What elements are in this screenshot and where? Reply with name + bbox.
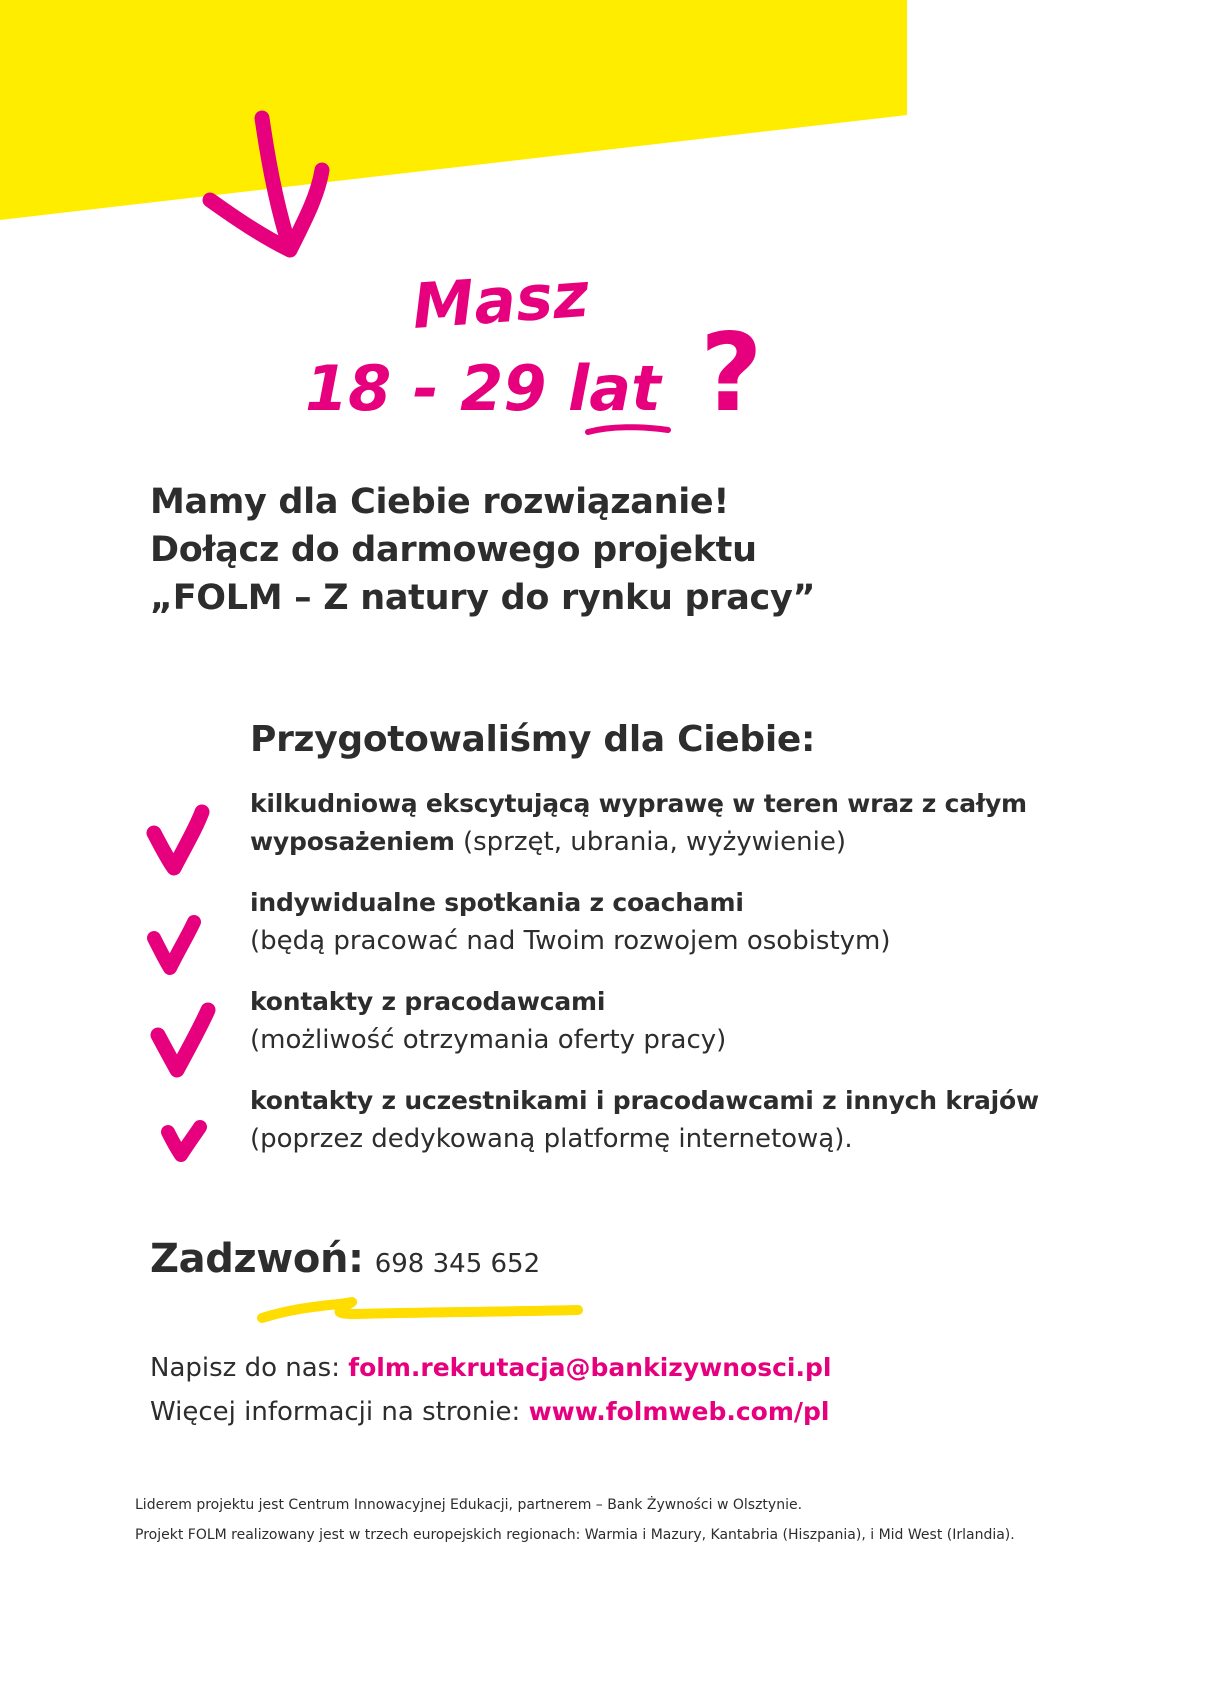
yellow-banner [0,0,907,220]
footer-notes [135,1490,1015,1550]
benefit-item-international [250,1082,1130,1158]
website-line [150,1390,831,1434]
benefits-list [250,785,1130,1181]
benefit-item-expedition [250,785,1130,861]
benefit-detail-text: (sprzęt, ubrania, wyżywienie) [454,827,846,857]
headline-line-2: Dołącz do darmowego projektu [150,530,757,570]
email-line [150,1346,831,1390]
email-label: Napisz do nas: [150,1353,349,1383]
benefit-item-coaching [250,884,1130,960]
benefit-detail-text: (możliwość otrzymania oferty pracy) [250,1025,727,1055]
check-icon [154,922,194,968]
website-label: Więcej informacji na stronie: [150,1397,529,1427]
handwritten-underline [588,427,668,432]
handwritten-age-question-line2: 18 - 29 lat [305,352,661,425]
headline [150,478,815,622]
footer-line-2: Projekt FOLM realizowany jest w trzech europejskich regionach: Warmia i Mazury, Kantabria (Hiszpania), i Mid West (Irlandia). [135,1527,1015,1543]
offer-title: Przygotowaliśmy dla Ciebie: [250,719,816,760]
benefit-detail-text: (będą pracować nad Twoim rozwojem osobistym) [250,926,891,956]
benefit-bold-text: kontakty z uczestnikami i pracodawcami z innych krajów [250,1086,1039,1115]
phone-number[interactable]: 698 345 652 [374,1249,541,1279]
check-icon [158,1010,208,1070]
check-icon [154,812,202,868]
call-label: Zadzwoń: [150,1236,364,1282]
footer-line-1: Liderem projektu jest Centrum Innowacyjnej Edukacji, partnerem – Bank Żywności w Olsztynie. [135,1497,803,1513]
benefit-bold-text: indywidualne spotkania z coachami [250,888,744,917]
handwritten-age-question-line1: Masz [409,257,592,343]
benefit-bold-text: kontakty z pracodawcami [250,987,606,1016]
website-link[interactable]: www.folmweb.com/pl [528,1397,830,1426]
call-section [150,1236,540,1282]
benefit-bold-text: kilkudniową ekscytującą wyprawę w teren wraz z całym [250,789,1027,818]
phone-underline-stroke [262,1302,578,1318]
handwritten-question-mark: ? [700,311,763,436]
contact-section [150,1346,831,1434]
check-icon [168,1127,200,1155]
headline-line-3: „FOLM – Z natury do rynku pracy” [150,578,816,618]
headline-line-1: Mamy dla Ciebie rozwiązanie! [150,482,729,522]
benefit-detail-text: (poprzez dedykowaną platformę internetową). [250,1124,853,1154]
benefit-item-employers [250,983,1130,1059]
email-link[interactable]: folm.rekrutacja@bankizywnosci.pl [348,1353,832,1382]
benefit-bold-text: wyposażeniem [250,827,455,856]
